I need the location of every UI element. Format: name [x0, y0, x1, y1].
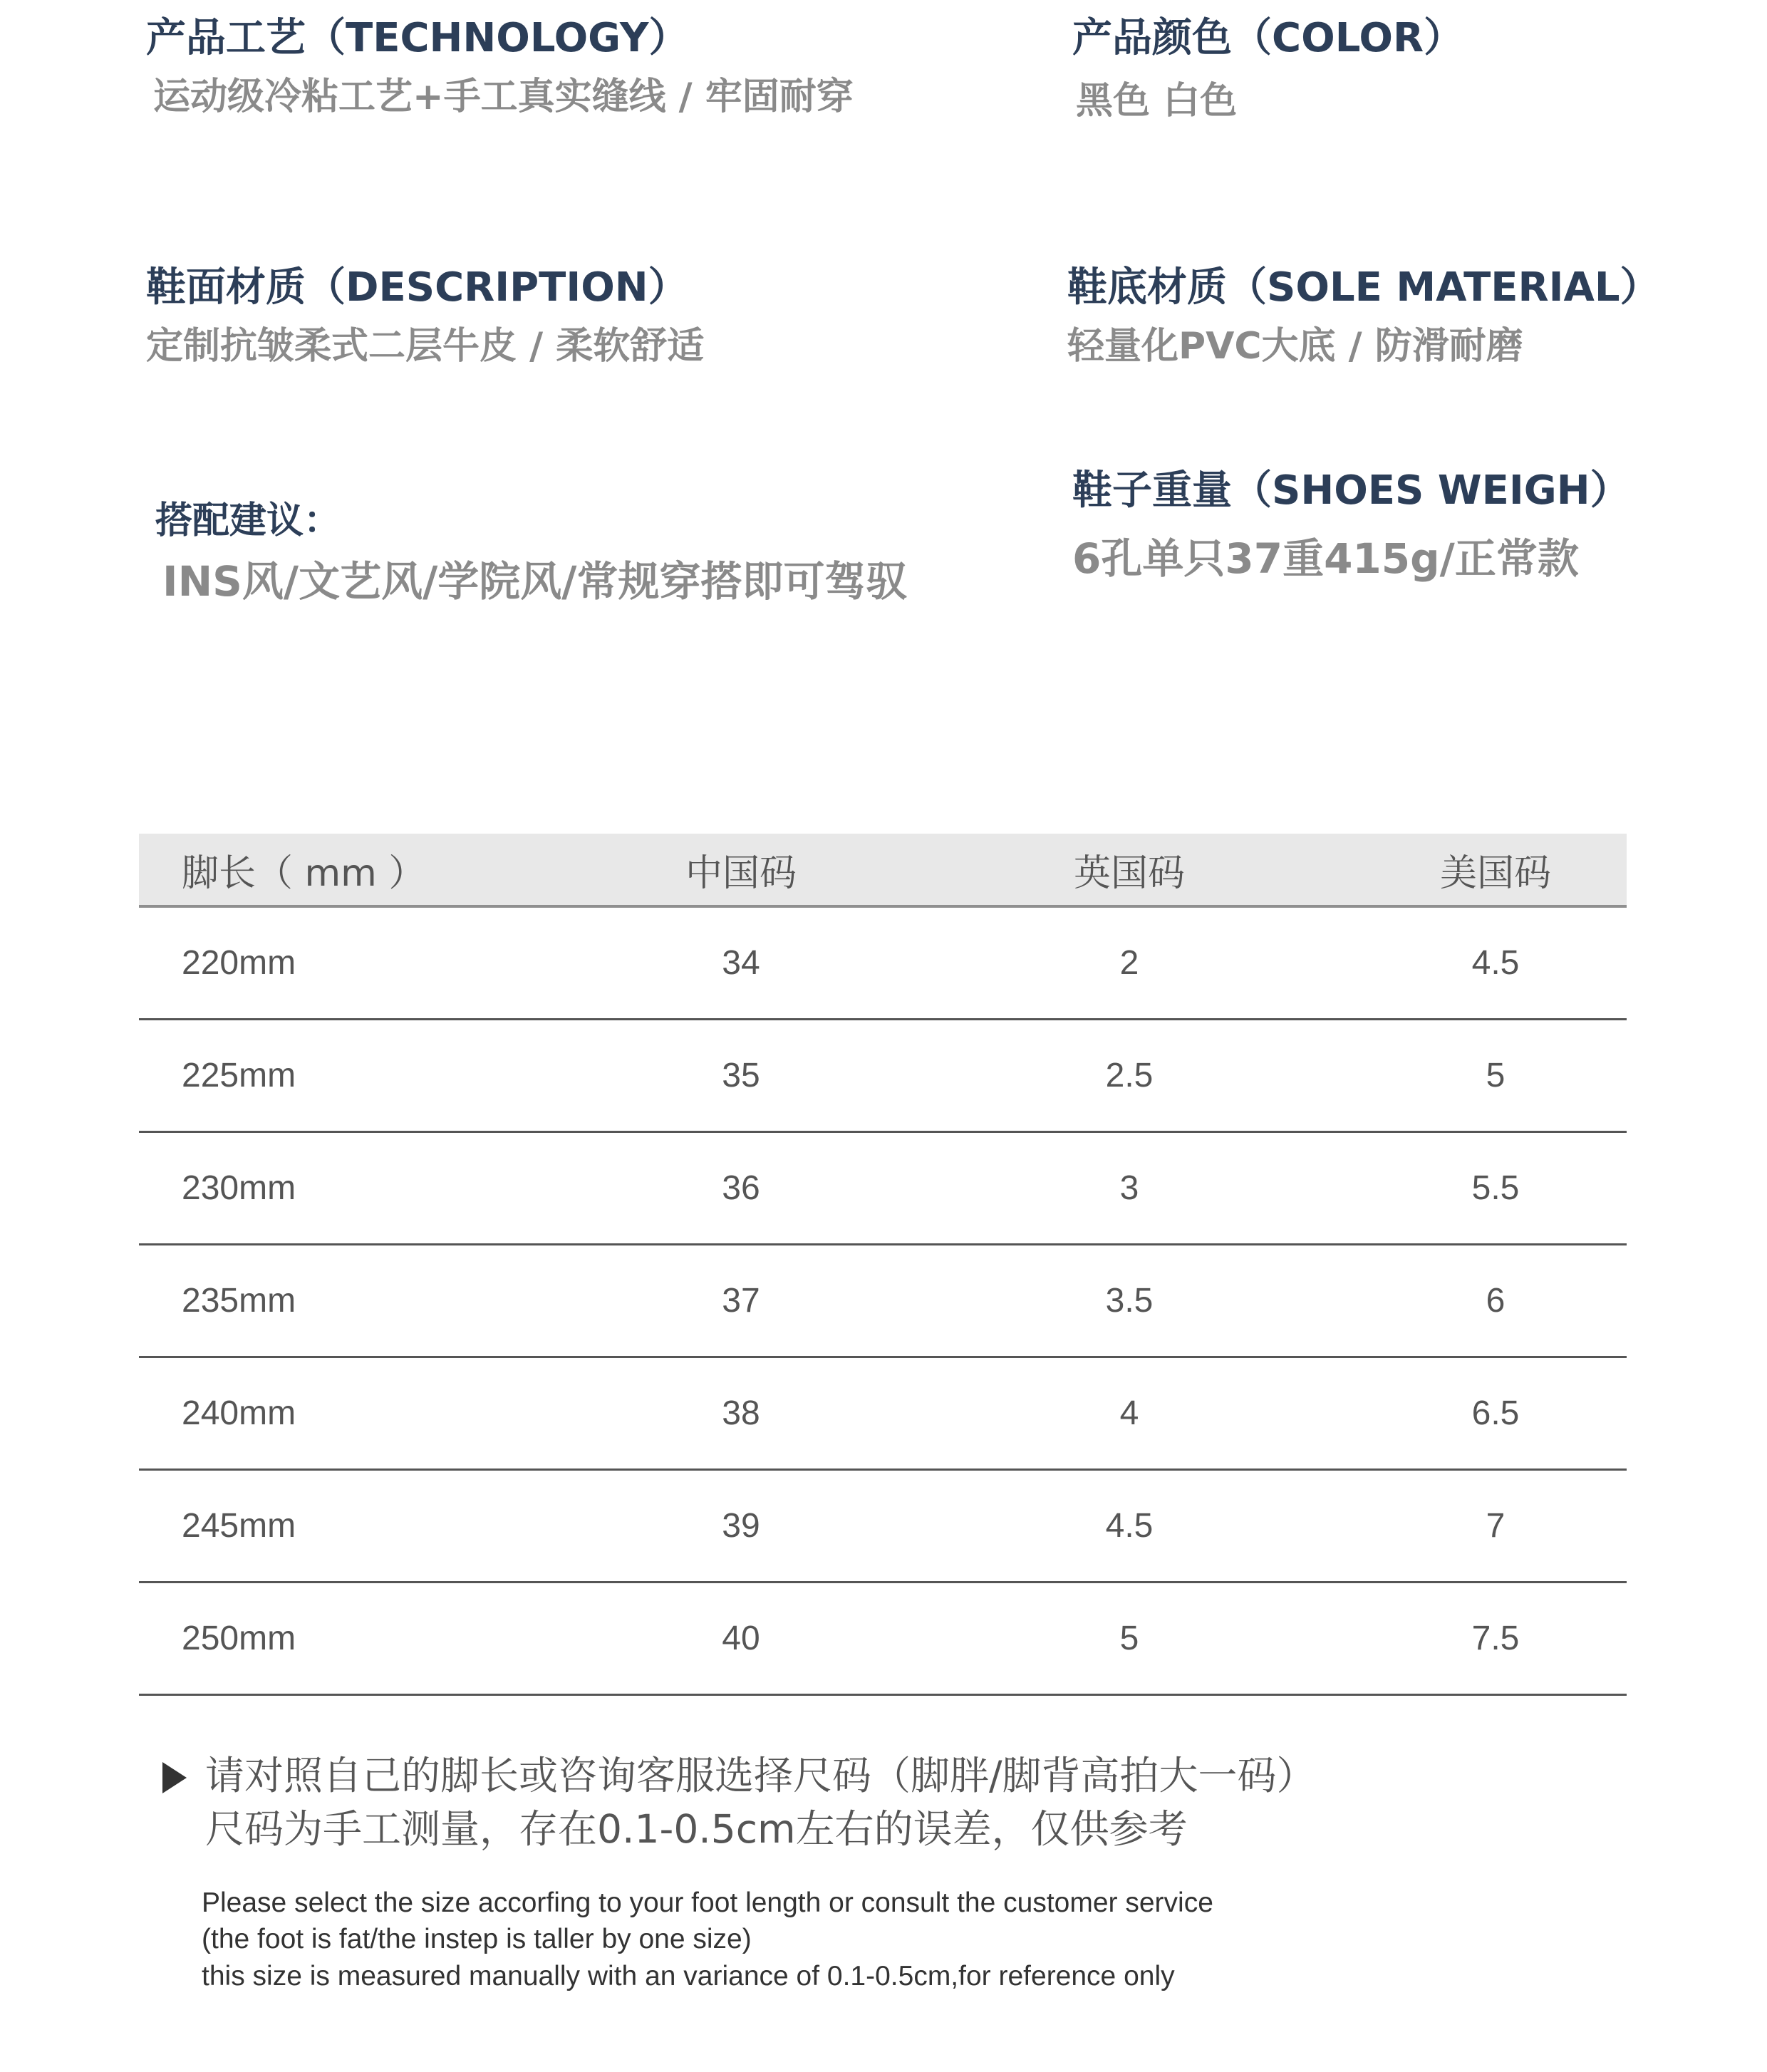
note-cn-block: [162, 1749, 1730, 1856]
technology-title: 产品工艺（TECHNOLOGY）: [146, 15, 689, 61]
technology-value: 运动级冷粘工艺+手工真实缝线 / 牢固耐穿: [153, 76, 854, 119]
note-en-line-2: (the foot is fat/the instep is taller by one size): [202, 1924, 752, 1955]
weight-title: 鞋子重量（SHOES WEIGH）: [1072, 467, 1630, 514]
note-cn-line-1: 请对照自己的脚长或咨询客服选择尺码（脚胖/脚背高拍大一码）: [205, 1753, 1316, 1798]
cell-foot-length: 245mm: [182, 1507, 296, 1545]
note-en-block: [162, 1885, 1730, 1996]
cell-foot-length: 220mm: [182, 944, 296, 982]
table-row: [139, 1471, 1627, 1583]
header-us-size: 美国码: [1439, 851, 1551, 895]
cell-foot-length: 240mm: [182, 1394, 296, 1432]
description-block: [146, 264, 704, 369]
table-row: [139, 1245, 1627, 1358]
table-row: [139, 908, 1627, 1020]
cell-china-size: 36: [722, 1169, 760, 1207]
note-en-line-3: this size is measured manually with an variance of 0.1-0.5cm,for reference only: [202, 1961, 1175, 1992]
cell-us-size: 4.5: [1471, 944, 1520, 982]
cell-uk-size: 3.5: [1105, 1282, 1154, 1320]
cell-uk-size: 4: [1119, 1394, 1139, 1432]
cell-uk-size: 4.5: [1105, 1507, 1154, 1545]
cell-us-size: 6.5: [1471, 1394, 1520, 1432]
cell-foot-length: 235mm: [182, 1282, 296, 1320]
cell-china-size: 35: [722, 1057, 760, 1094]
cell-uk-size: 3: [1119, 1169, 1139, 1207]
header-foot-length: 脚长（ mm ）: [182, 851, 426, 895]
matching-block: [155, 499, 907, 607]
cell-foot-length: 230mm: [182, 1169, 296, 1207]
cell-china-size: 38: [722, 1394, 760, 1432]
cell-us-size: 6: [1486, 1282, 1506, 1320]
size-table: [139, 834, 1627, 1696]
description-value: 定制抗皱柔式二层牛皮 / 柔软舒适: [146, 325, 705, 368]
matching-title: 搭配建议：: [155, 499, 341, 542]
table-row: [139, 1358, 1627, 1471]
sole-block: [1067, 264, 1660, 369]
header-china-size: 中国码: [685, 851, 797, 895]
table-row: [139, 1583, 1627, 1696]
cell-china-size: 34: [722, 944, 760, 982]
cell-us-size: 5.5: [1471, 1169, 1520, 1207]
header-uk-size: 英国码: [1073, 851, 1185, 895]
color-value: 黑色 白色: [1076, 80, 1238, 123]
note-cn-line-2: 尺码为手工测量，存在0.1-0.5cm左右的误差，仅供参考: [205, 1806, 1188, 1852]
size-notes: [162, 1749, 1730, 1995]
sole-title: 鞋底材质（SOLE MATERIAL）: [1067, 264, 1660, 311]
description-title: 鞋面材质（DESCRIPTION）: [146, 264, 688, 311]
cell-china-size: 37: [722, 1282, 760, 1320]
cell-us-size: 5: [1486, 1057, 1506, 1094]
cell-foot-length: 250mm: [182, 1620, 296, 1657]
cell-uk-size: 5: [1119, 1620, 1139, 1657]
cell-us-size: 7.5: [1471, 1620, 1520, 1657]
color-block: [1072, 14, 1463, 124]
play-arrow-icon: [162, 1762, 187, 1793]
table-row: [139, 1133, 1627, 1245]
cell-china-size: 40: [722, 1620, 760, 1657]
matching-value: INS风/文艺风/学院风/常规穿搭即可驾驭: [162, 557, 908, 606]
sole-value: 轻量化PVC大底 / 防滑耐磨: [1067, 325, 1523, 368]
cell-uk-size: 2.5: [1105, 1057, 1154, 1094]
technology-block: [146, 14, 854, 120]
size-table-header: [139, 834, 1627, 908]
note-en-line-1: Please select the size accorfing to your foot length or consult the customer service: [202, 1887, 1213, 1918]
cell-us-size: 7: [1486, 1507, 1506, 1545]
table-row: [139, 1020, 1627, 1133]
cell-china-size: 39: [722, 1507, 760, 1545]
cell-uk-size: 2: [1119, 944, 1139, 982]
weight-value: 6孔单只37重415g/正常款: [1072, 534, 1579, 584]
weight-block: [1072, 467, 1630, 584]
cell-foot-length: 225mm: [182, 1057, 296, 1094]
color-title: 产品颜色（COLOR）: [1072, 15, 1464, 61]
